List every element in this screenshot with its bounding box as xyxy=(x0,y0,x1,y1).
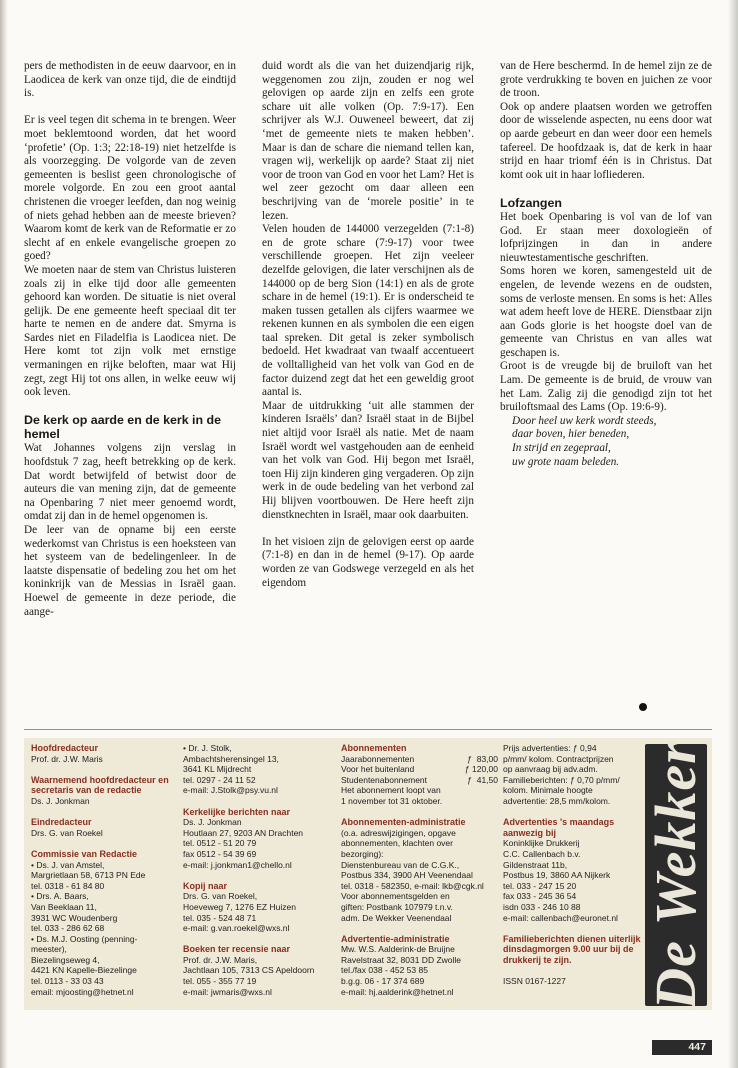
colophon-block-familieberichten xyxy=(503,934,643,966)
colophon-line: abonnementen, klachten over xyxy=(341,838,453,849)
paragraph: De leer van de opname bij een eerste wederkomst van Christus is een hoeksteen van het systeem van de bedelingenleer. In de laatste dispensatie of bedeling zou het om het koninkrijk van de Messias in Israël gaan. Hoewel de gemeente in deze periode, die aange- xyxy=(24,524,236,618)
colophon-line: • Dr. J. Stolk, xyxy=(183,743,232,753)
colophon-heading: Familieberichten dienen uiterlijk dinsdagmorgen 9.00 uur bij de drukkerij te zijn. xyxy=(503,933,641,965)
colophon-heading: Commissie van Redactie xyxy=(31,848,138,859)
colophon-line: Het abonnement loopt van xyxy=(341,785,441,796)
colophon-line: (o.a. adreswijzigingen, opgave xyxy=(341,827,456,838)
verse-line: In strijd en zegepraal, xyxy=(512,442,611,455)
colophon-column-3 xyxy=(341,743,498,1008)
section-heading: De kerk op aarde en de kerk in de hemel xyxy=(24,413,221,442)
colophon-block-advertenties-maandag xyxy=(503,817,643,923)
colophon-box xyxy=(24,738,712,1010)
colophon-line: tel. 055 - 355 77 19 xyxy=(183,976,257,987)
colophon-block-waarnemend xyxy=(31,775,181,807)
colophon-line: Mw. W.S. Aalderink-de Bruijne xyxy=(341,944,455,955)
paragraph: Ook op andere plaatsen worden we getroffen door de wisselende aspecten, nu eens door wat op aarde gebeurt en dan weer door een hemels tafereel. De hoofdzaak is, dat de kerk in haar strijd en haar triomf één is in Christus. Dat komt ook uit in haar lofliederen. xyxy=(500,100,712,181)
colophon-line: tel. 0297 - 24 11 52 xyxy=(183,774,256,785)
paragraph: Maar de uitdrukking ‘uit alle stammen der kinderen Israëls’ dan? Israël staat in de Bijbel niet altijd voor Israël als natie. Met de naam Israël wordt wel vastgehouden aan de eenheid van het volk van God. Hij begon met Israël, toen Hij zijn kinderen ging vergaderen. Op zijn werk in de oude bedeling van het verbond zal Hij blijven voortbouwen. De Here heeft zijn dienstknechten in Israël, maar ook daarbuiten. xyxy=(262,399,474,521)
colophon-line: Prof. dr. J.W. Maris, xyxy=(183,954,258,965)
paragraph: Het boek Openbaring is vol van de lof van God. Er staan meer doxologieën of lofprijzingen in dan in andere nieuwtestamentische geschriften. xyxy=(500,210,712,264)
paragraph: We moeten naar de stem van Christus luisteren zoals zij in elke tijd door alle gemeenten gehoord kan worden. De situatie is niet overal gelijk. De ene gemeente heeft speciaal dit ter harte te nemen en de andere dat. Smyrna is Sardes niet en Filadelfia is Laodicea niet. De Here komt tot zijn volk met ernstige vermaningen en rijke beloften, maar wat Hij zegt, zegt Hij tot ons allen, in welke eeuw wij ook leven. xyxy=(24,263,236,399)
colophon-block-eindredacteur xyxy=(31,817,181,838)
colophon-block-kerkelijke-berichten xyxy=(183,807,339,871)
colophon-heading: Kopij naar xyxy=(183,880,228,891)
page-number: 447 xyxy=(688,1041,706,1053)
colophon-heading: Abonnementen-administratie xyxy=(341,817,466,828)
colophon-line: Ds. J. Jonkman xyxy=(183,817,242,828)
colophon-line: e-mail: callenbach@euronet.nl xyxy=(503,912,618,923)
colophon-block-boeken xyxy=(183,944,339,997)
paragraph: pers de methodisten in de eeuw daarvoor, en in Laodicea de kerk van onze tijd, die de eindtijd is. xyxy=(24,60,236,100)
colophon-line: email: mjoosting@hetnet.nl xyxy=(31,986,134,997)
article-column-2 xyxy=(262,60,474,590)
colophon-heading: Advertenties 's maandags aanwezig bij xyxy=(503,817,615,838)
colophon-line: fax 0512 - 54 39 69 xyxy=(183,848,257,859)
colophon-line: tel. 0512 - 51 20 79 xyxy=(183,838,257,849)
colophon-line: Hoeveweg 7, 1276 EZ Huizen xyxy=(183,901,296,912)
colophon-line: Ambachtsherensingel 13, xyxy=(183,753,279,764)
colophon-block-advertentie-administratie xyxy=(341,934,498,998)
colophon-line: tel. 035 - 524 48 71 xyxy=(183,912,257,923)
price-row xyxy=(341,754,498,765)
colophon-heading: Kerkelijke berichten naar xyxy=(183,806,291,817)
colophon-line: Familieberichten: ƒ 0,70 p/mm/ xyxy=(503,774,620,785)
verse-line: uw grote naam beleden. xyxy=(512,455,620,468)
colophon-heading: Hoofdredacteur xyxy=(31,743,99,753)
verse-line: Door heel uw kerk wordt steeds, xyxy=(512,414,657,427)
price-label: Jaarabonnementen xyxy=(341,753,415,764)
colophon-line: Margrietlaan 58, 6713 PN Ede xyxy=(31,870,146,881)
article-column-1 xyxy=(24,60,236,619)
hymn-verse xyxy=(512,415,712,469)
colophon-line: tel. 0318 - 61 84 80 xyxy=(31,880,105,891)
colophon-block-administratie xyxy=(341,817,498,923)
issn-number: ISSN 0167-1227 xyxy=(503,976,566,987)
colophon-line: e-mail: g.van.roekel@wxs.nl xyxy=(183,923,290,934)
colophon-line: tel./fax 038 - 452 53 85 xyxy=(341,965,428,976)
colophon-line: Drs. G. van Roekel, xyxy=(183,891,258,902)
colophon-block-hoofdredacteur xyxy=(31,743,181,764)
colophon-line: Koninklijke Drukkerij xyxy=(503,838,580,849)
colophon-line: e-mail: J.Stolk@psy.vu.nl xyxy=(183,785,278,796)
colophon-line: 3931 WC Woudenberg xyxy=(31,912,118,923)
article-body xyxy=(24,60,714,705)
paragraph: Velen houden de 144000 verzegelden (7:1-8) en de grote schare (7:9-17) voor twee verschillende groepen. Het zijn veeleer dezelfde gelovigen, die later verschijnen als de 144000 op de berg Sion (14:1) en als de grote schare in de hemel (19:1). Er is onderscheid te maken tussen getallen als cijfers waarmee we rekenen kunnen en als symbolen die een eigen taal spreken. Dit getal is zeker symbolisch bedoeld. Het kwadraat van twaalf accentueert de volltalligheid van het volk van God en de factor duizend zegt dat het een geweldig groot aantal is. xyxy=(262,223,474,399)
colophon-line: Voor abonnementsgelden en xyxy=(341,891,450,902)
paragraph: In het visioen zijn de gelovigen eerst op aarde (7:1-8) en dan in de hemel (9-17). Op aarde worden ze van Godswege verzegeld en als het eigendom xyxy=(262,535,474,589)
colophon-line: b.g.g. 06 - 17 374 689 xyxy=(341,976,425,987)
colophon-block-kopij xyxy=(183,881,339,934)
magazine-logo xyxy=(643,740,708,1010)
colophon-line: tel. 0318 - 582350, e-mail: lkb@cgk.nl xyxy=(341,880,484,891)
colophon-block-prijs xyxy=(503,743,643,807)
page-binding-shadow xyxy=(0,0,8,1068)
colophon-line: Biezelingseweg 4, xyxy=(31,954,100,965)
colophon-heading: Abonnementen xyxy=(341,743,407,753)
colophon-heading: Waarnemend hoofdredacteur en secretaris van de redactie xyxy=(31,774,169,796)
colophon-line: p/mm/ kolom. Contractprijzen xyxy=(503,753,614,764)
price-value: ƒ 41,50 xyxy=(467,774,498,785)
colophon-line: Drs. G. van Roekel xyxy=(31,827,103,838)
colophon-line: 3641 KL Mijdrecht xyxy=(183,764,252,775)
colophon-line: Prof. dr. J.W. Maris xyxy=(31,753,103,764)
paragraph: van de Here beschermd. In de hemel zijn ze de grote verdrukking te boven en juichen ze voor de troon. xyxy=(500,60,712,100)
colophon-line: adm. De Wekker Veenendaal xyxy=(341,912,452,923)
paragraph: duid wordt als die van het duizendjarig rijk, weggenomen zou zijn, zouden er nog wel gelovigen op aarde zijn en zelfs een grote schare uit alle volken (Op. 7:9-17). Een schrijver als W.J. Ouweneel beweert, dat zij ‘met de gemeente niets te maken hebben’. Maar is dan de schare die niemand tellen kan, vragen wij, werkelijk op aarde? Staat zij niet voor de troon van God en voor het Lam? Het is wel zeer gezocht om daar alleen een beschrijving van de ‘morele positie’ in te lezen. xyxy=(262,60,474,222)
colophon-line: e-mail: jwmaris@wxs.nl xyxy=(183,986,272,997)
article-column-3 xyxy=(500,60,712,469)
colophon-line: 4421 KN Kapelle-Biezelinge xyxy=(31,965,137,976)
colophon-line: Postbus 19, 3860 AA Nijkerk xyxy=(503,870,611,881)
colophon-block-commissie xyxy=(31,849,181,997)
colophon-heading: Eindredacteur xyxy=(31,817,92,828)
colophon-heading: Boeken ter recensie naar xyxy=(183,944,291,955)
colophon-column-2 xyxy=(183,743,339,1008)
colophon-line: 1 november tot 31 oktober. xyxy=(341,795,443,806)
paragraph: Er is veel tegen dit schema in te brengen. Weer moet beklemtoond worden, dat het woord ‘profetie’ (Op. 1:3; 22:18-19) niet hetzelfde is als voorzegging. De volgorde van de zeven gemeenten is beslist geen chronologische of morele volgorde. En zou een groot aantal christenen die vroeger leefden, dan nog weinig of niets gehad hebben aan de meeste brieven? Waarom komt de kerk van de Reformatie er zo slecht af en enkele evangelische groepen zo goed? xyxy=(24,114,236,263)
colophon-line: bezorging): xyxy=(341,848,384,859)
price-value: ƒ 83,00 xyxy=(467,753,498,764)
colophon-heading: Advertentie-administratie xyxy=(341,933,450,944)
colophon-line: tel. 033 - 247 15 20 xyxy=(503,880,577,891)
price-row xyxy=(341,775,498,786)
colophon-line: Houtlaan 27, 9203 AN Drachten xyxy=(183,827,304,838)
colophon-block-stolk xyxy=(183,743,339,796)
article-end-mark-icon xyxy=(639,703,647,711)
colophon-divider xyxy=(24,729,712,730)
colophon-line: Prijs advertenties: ƒ 0,94 xyxy=(503,743,597,753)
colophon-line: meester), xyxy=(31,944,67,955)
colophon-line: • Ds. J. van Amstel, xyxy=(31,859,105,870)
page-number-tab xyxy=(652,1040,712,1055)
colophon-line: C.C. Callenbach b.v. xyxy=(503,848,581,859)
paragraph: Groot is de vreugde bij de bruiloft van het Lam. De gemeente is de bruid, de vrouw van het Lam. Zalig zij die genodigd zijn tot het bruiloftsmaal des Lams (Op. 19:6-9). xyxy=(500,360,712,414)
section-heading: Lofzangen xyxy=(500,195,562,210)
colophon-line: kolom. Minimale hoogte xyxy=(503,785,593,796)
colophon-line: • Ds. M.J. Oosting (penning- xyxy=(31,933,138,944)
colophon-line: tel. 0113 - 33 03 43 xyxy=(31,976,104,987)
price-value: ƒ 120,00 xyxy=(464,764,498,775)
colophon-line: e-mail: j.jonkman1@chello.nl xyxy=(183,859,292,870)
colophon-line: e-mail: hj.aalderink@hetnet.nl xyxy=(341,986,454,997)
paragraph: Soms horen we koren, samengesteld uit de engelen, de levende wezens en de oudsten, soms de verloste mensen. En soms is het: Alles wat adem heeft love de HERE. Dienstbaar zijn aan Gods glorie is het hoogste doel van de gemeente van Christus en van alles wat geschapen is. xyxy=(500,265,712,359)
colophon-line: tel. 033 - 286 62 68 xyxy=(31,923,105,934)
colophon-line: Jachtlaan 105, 7313 CS Apeldoorn xyxy=(183,965,315,976)
colophon-column-1 xyxy=(31,743,181,1008)
paragraph: Wat Johannes volgens zijn verslag in hoofdstuk 7 zag, heeft betrekking op de kerk. Dat wordt betwijfeld of betwist door de auteurs die van mening zijn, dat de gemeente na Openbaring 7 niet meer genoemd wordt, omdat zij dan in de hemel opgenomen is. xyxy=(24,442,236,523)
colophon-line: isdn 033 - 246 10 88 xyxy=(503,901,581,912)
colophon-block-abonnementen xyxy=(341,743,498,807)
verse-line: daar boven, hier beneden, xyxy=(512,428,630,441)
price-label: Studentenabonnement xyxy=(341,774,428,785)
colophon-line: fax 033 - 245 36 54 xyxy=(503,891,577,902)
price-row xyxy=(341,764,498,775)
price-label: Voor het buitenland xyxy=(341,764,415,775)
colophon-line: Ravelstraat 32, 8031 DD Zwolle xyxy=(341,954,462,965)
colophon-line: Van Beeklaan 11, xyxy=(31,901,97,912)
page-scan-edge xyxy=(728,0,738,1068)
colophon-line: advertentie: 28,5 mm/kolom. xyxy=(503,795,611,806)
colophon-column-4 xyxy=(503,743,643,987)
colophon-line: • Drs. A. Baars, xyxy=(31,891,89,902)
colophon-line: Postbus 334, 3900 AH Veenendaal xyxy=(341,870,473,881)
colophon-line: giften: Postbank 107979 t.n.v. xyxy=(341,901,453,912)
logo-text: De Wekker xyxy=(643,740,708,1010)
colophon-line: Ds. J. Jonkman xyxy=(31,795,90,806)
colophon-line: Gildenstraat 11b, xyxy=(503,859,568,870)
colophon-line: op aanvraag bij adv.adm. xyxy=(503,764,598,775)
colophon-line: Dienstenbureau van de C.G.K., xyxy=(341,859,460,870)
